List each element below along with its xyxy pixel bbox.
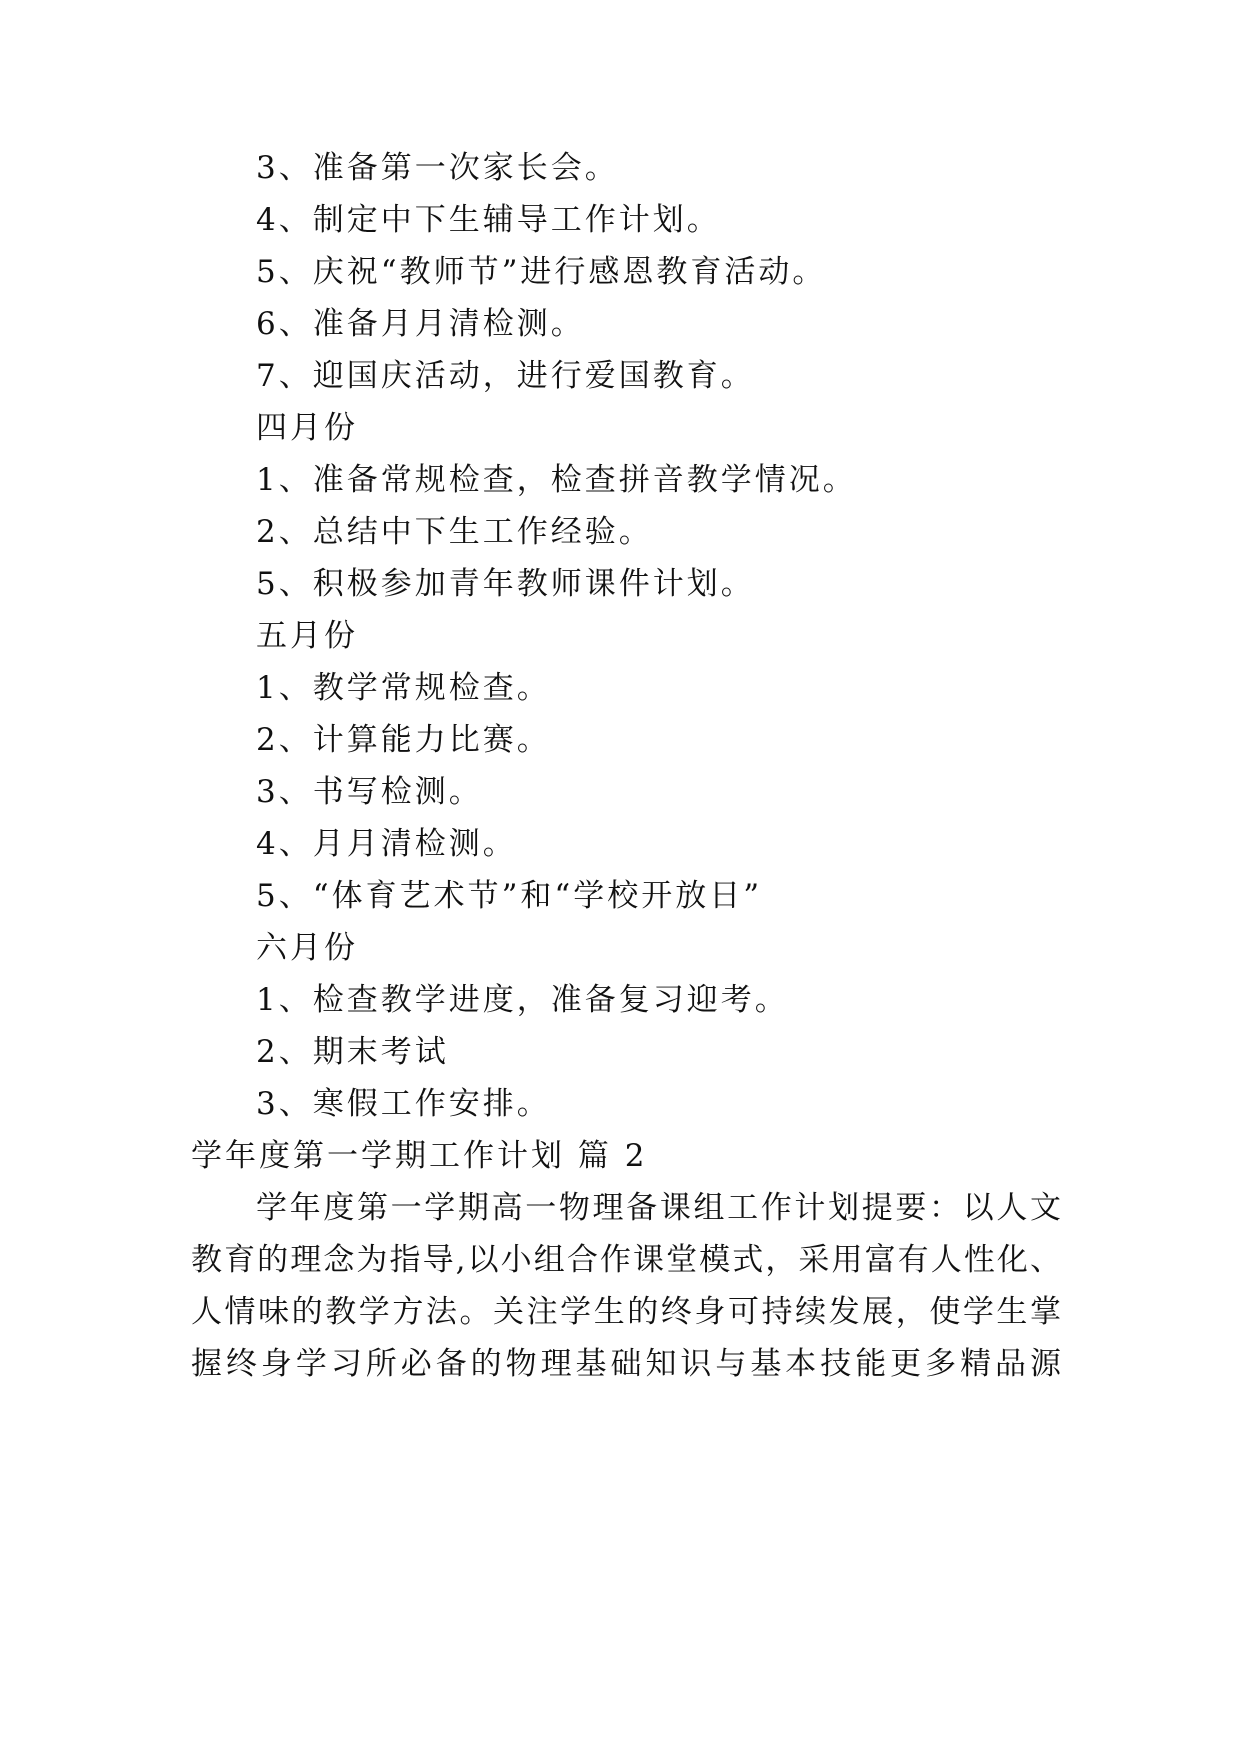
paragraph-line: 学年度第一学期高一物理备课组工作计划提要：以人文: [256, 1190, 1061, 1226]
plan-item: 5、积极参加青年教师课件计划。: [256, 566, 755, 602]
paragraph-line: 人情味的教学方法。关注学生的终身可持续发展，使学生掌: [191, 1294, 1061, 1330]
plan-item: 6、准备月月清检测。: [256, 306, 585, 342]
plan-item: 2、计算能力比赛。: [256, 722, 551, 758]
plan-item: 1、准备常规检查，检查拼音教学情况。: [256, 462, 857, 498]
section-title: 学年度第一学期工作计划 篇 2: [191, 1138, 648, 1174]
plan-item: 3、准备第一次家长会。: [256, 150, 619, 186]
plan-item: 4、制定中下生辅导工作计划。: [256, 202, 721, 238]
month-heading: 六月份: [256, 930, 358, 966]
plan-item: 3、书写检测。: [256, 774, 483, 810]
paragraph-line: 教育的理念为指导,以小组合作课堂模式，采用富有人性化、: [191, 1242, 1061, 1278]
month-heading: 四月份: [256, 410, 358, 446]
plan-item: 4、月月清检测。: [256, 826, 517, 862]
plan-item: 7、迎国庆活动，进行爱国教育。: [256, 358, 755, 394]
plan-item: 2、总结中下生工作经验。: [256, 514, 653, 550]
plan-item: 3、寒假工作安排。: [256, 1086, 551, 1122]
paragraph-line: 握终身学习所必备的物理基础知识与基本技能更多精品源: [191, 1346, 1061, 1382]
month-heading: 五月份: [256, 618, 358, 654]
plan-item: 2、期末考试: [256, 1034, 449, 1070]
plan-item: 1、教学常规检查。: [256, 670, 551, 706]
plan-item: 1、检查教学进度，准备复习迎考。: [256, 982, 789, 1018]
plan-item: 5、“体育艺术节”和“学校开放日”: [256, 878, 763, 914]
plan-item: 5、庆祝“教师节”进行感恩教育活动。: [256, 254, 827, 290]
